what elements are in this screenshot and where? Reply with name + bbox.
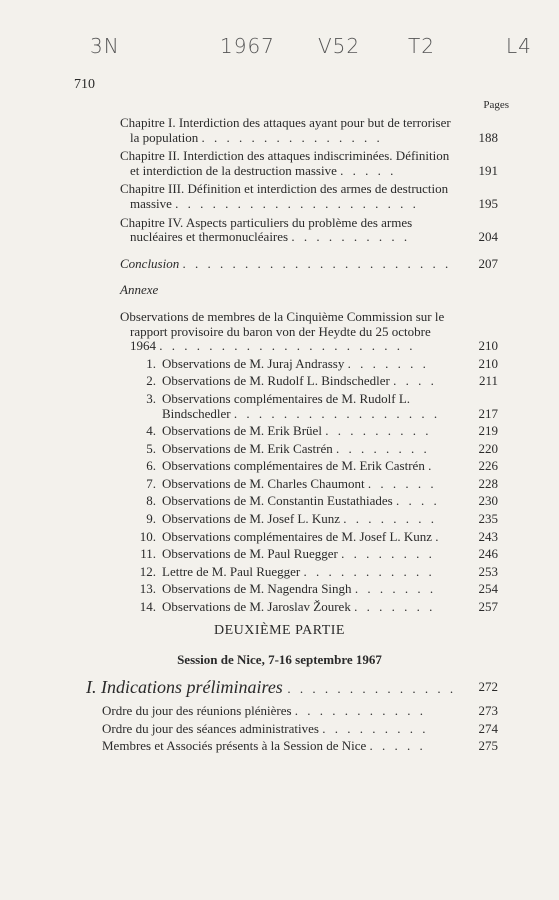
page-ref: 272 xyxy=(478,679,498,694)
list-item[interactable]: 10. Observations complémentaires de M. Josef L. Kunz . 243 xyxy=(139,528,498,544)
observation-list xyxy=(120,357,498,615)
handwritten-annotation: 1967 xyxy=(220,34,275,58)
list-item[interactable]: 3. Observations complémentaires de M. Rudolf L. Bindschedler . . . . . . . . . . . . . . . . . 217 xyxy=(146,390,498,421)
list-item[interactable]: 7. Observations de M. Charles Chaumont . . . . . . 228 xyxy=(146,475,498,491)
page-ref: 188 xyxy=(478,129,498,145)
toc-entry-observations[interactable]: Observations de membres de la Cinquième Commission sur le rapport provisoire du baron von der Heydte du 25 octobre 1964 . . . . . . . . . . . . . . . . . . . . . 210 xyxy=(120,308,498,354)
toc-entry-chapter-3[interactable]: Chapitre III. Définition et interdiction des armes de destruction massive . . . . . . . . . . . . . . . . . . . . 195 xyxy=(120,181,498,211)
session-heading: Session de Nice, 7-16 septembre 1967 xyxy=(177,652,382,667)
list-item[interactable]: 11. Observations de M. Paul Ruegger . . . . . . . . 246 xyxy=(140,546,498,562)
chapter-list xyxy=(120,116,498,618)
handwritten-annotation: 3N xyxy=(90,34,120,58)
list-item[interactable]: 13. Observations de M. Nagendra Singh . . . . . . . 254 xyxy=(139,581,498,597)
list-item[interactable]: 6. Observations complémentaires de M. Erik Castrén . 226 xyxy=(146,458,498,474)
page-number: 710 xyxy=(74,77,95,92)
list-item[interactable]: 1. Observations de M. Juraj Andrassy . . . . . . . 210 xyxy=(146,355,498,371)
toc-entry-chapter-2[interactable]: Chapitre II. Interdiction des attaques indiscriminées. Définition et interdiction de la destruction massive . . . . . 191 xyxy=(120,148,498,178)
list-item[interactable]: 9. Observations de M. Josef L. Kunz . . . . . . . . 235 xyxy=(146,511,498,527)
toc-entry-chapter-4[interactable]: Chapitre IV. Aspects particuliers du problème des armes nucléaires et thermonucléaires . . . . . . . . . . 204 xyxy=(120,214,498,245)
list-item[interactable]: Ordre du jour des réunions plénières . . . . . . . . . . . 273 xyxy=(102,703,498,718)
page-ref: 191 xyxy=(478,162,498,178)
list-item[interactable]: 4. Observations de M. Erik Brüel . . . . . . . . . 219 xyxy=(146,423,498,439)
toc-entry-chapter-1[interactable]: Chapitre I. Interdiction des attaques ayant pour but de terroriser la population . . . . . . . . . . . . . . . 188 xyxy=(120,115,498,145)
page-ref: 195 xyxy=(478,195,498,211)
page-ref: 204 xyxy=(478,229,498,245)
part-title: DEUXIÈME PARTIE xyxy=(214,623,345,638)
list-item[interactable]: 8. Observations de M. Constantin Eustathiades . . . . 230 xyxy=(146,493,498,509)
list-item[interactable]: 12. Lettre de M. Paul Ruegger . . . . . . . . . . . 253 xyxy=(139,563,498,579)
list-item[interactable]: 5. Observations de M. Erik Castrén . . . . . . . . 220 xyxy=(146,440,498,456)
handwritten-annotation: V52 xyxy=(318,34,361,58)
list-item[interactable]: 2. Observations de M. Rudolf L. Bindschedler . . . . 211 xyxy=(146,373,498,389)
section-label-annexe: Annexe xyxy=(120,282,159,298)
handwritten-annotation: L4 xyxy=(506,34,532,58)
handwritten-annotation: T2 xyxy=(408,34,435,58)
page-ref: 207 xyxy=(478,255,498,271)
list-item[interactable]: 14. Observations de M. Jaroslav Žourek . . . . . . . 257 xyxy=(139,599,498,615)
list-item[interactable]: Ordre du jour des séances administratives . . . . . . . . . 274 xyxy=(102,720,498,736)
part2-toc xyxy=(86,676,498,755)
page-ref: 210 xyxy=(478,338,498,354)
list-item[interactable]: Membres et Associés présents à la Session de Nice . . . . . 275 xyxy=(102,738,498,753)
toc-entry-conclusion[interactable]: Conclusion . . . . . . . . . . . . . . . . . . . . . . 207 xyxy=(120,255,498,271)
pages-column-header: Pages xyxy=(483,99,509,111)
toc-entry-indications[interactable]: I. Indications préliminaires . . . . . . . . . . . . . . 272 xyxy=(86,677,498,697)
